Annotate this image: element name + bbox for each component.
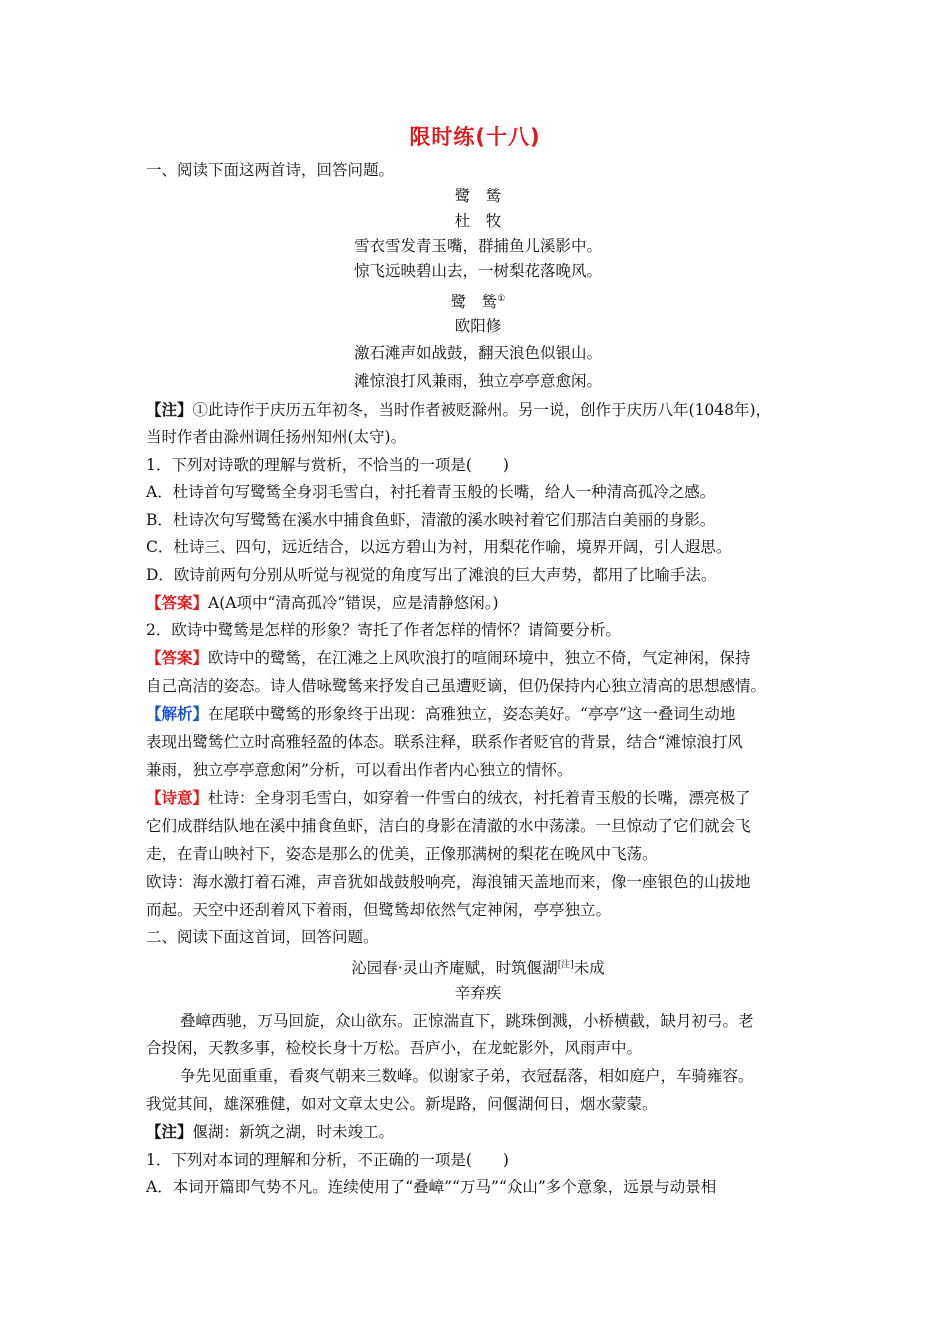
poem1-line-2: 惊飞远映碧山去，一树梨花落晚风。 bbox=[353, 262, 602, 280]
poem1-author: 杜 牧 bbox=[454, 212, 502, 230]
meaning-line-3: 走，在青山映衬下，姿态是那么的优美，正像那满树的梨花在晚风中飞荡。 bbox=[146, 845, 658, 863]
poem1-line-1: 雪衣雪发青玉嘴，群捕鱼儿溪影中。 bbox=[353, 237, 602, 255]
ci-para1-line-1: 叠嶂西驰，万马回旋，众山欲东。正惊湍直下，跳珠倒溅，小桥横截，缺月初弓。老 bbox=[180, 1012, 754, 1030]
q2-analysis-text-1: 在尾联中鹭鸶的形象终于出现：高雅独立，姿态美好。“亭亭”这一叠词生动地 bbox=[208, 705, 736, 723]
page-title: 限时练(十八) bbox=[409, 125, 541, 149]
note-line-2: 当时作者由滁州调任扬州知州(太守)。 bbox=[146, 428, 407, 446]
q2-analysis-line-3: 兼雨，独立亭亭意愈闲”分析，可以看出作者内心独立的情怀。 bbox=[146, 761, 573, 779]
q2-analysis-label: 【解析】 bbox=[146, 705, 209, 723]
poem1-title: 鹭 鸶 bbox=[454, 187, 502, 205]
q2-analysis-line-1 bbox=[146, 704, 810, 724]
q1-option-c: C．杜诗三、四句，远近结合，以远方碧山为衬，用梨花作喻，境界开阔，引人遐思。 bbox=[146, 538, 732, 556]
q2-answer-text-1: 欧诗中的鹭鸶，在江滩之上风吹浪打的喧闹环境中，独立不倚，气定神闲，保持 bbox=[208, 649, 751, 667]
poem2-line-2: 滩惊浪打风兼雨，独立亭亭意愈闲。 bbox=[353, 372, 602, 390]
ci-title-b: 未成 bbox=[573, 959, 605, 978]
note-line-1 bbox=[146, 400, 810, 420]
q1-answer-text: A(A项中“清高孤冷”错误，应是清静悠闲。) bbox=[208, 594, 499, 612]
q2-answer-line-1 bbox=[146, 648, 810, 668]
section2-heading: 二、阅读下面这首词，回答问题。 bbox=[146, 928, 379, 946]
note-label: 【注】 bbox=[146, 401, 193, 419]
q2-stem: 2．欧诗中鹭鸶是怎样的形象？寄托了作者怎样的情怀？请简要分析。 bbox=[146, 621, 621, 639]
poem2-title-note: ① bbox=[497, 294, 506, 304]
poem2-line-1: 激石滩声如战鼓，翻天浪色似银山。 bbox=[353, 344, 602, 362]
meaning-line-2: 它们成群结队地在溪中捕食鱼虾，洁白的身影在清澈的水中荡漾。一旦惊动了它们就会飞 bbox=[146, 817, 751, 835]
section2-q1-stem: 1．下列对本词的理解和分析，不正确的一项是( ) bbox=[146, 1151, 509, 1169]
q1-option-d: D．欧诗前两句分别从听觉与视觉的角度写出了滩浪的巨大声势，都用了比喻手法。 bbox=[146, 566, 717, 584]
q2-answer-line-2: 自己高洁的姿态。诗人借咏鹭鸶来抒发自己虽遭贬谪，但仍保持内心独立清高的思想感情。 bbox=[146, 677, 767, 695]
q1-answer-label: 【答案】 bbox=[146, 594, 209, 612]
ci-para2-line-1: 争先见面重重，看爽气朝来三数峰。似谢家子弟，衣冠磊落，相如庭户，车骑雍容。 bbox=[180, 1067, 754, 1085]
poem2-title: 鹭 鸶 bbox=[450, 293, 498, 312]
q2-analysis-line-2: 表现出鹭鸶伫立时高雅轻盈的体态。联系注释，联系作者贬官的背景，结合“滩惊浪打风 bbox=[146, 733, 743, 751]
q2-answer-label: 【答案】 bbox=[146, 649, 209, 667]
section2-q1-option-a: A．本词开篇即气势不凡。连续使用了“叠嶂”“万马”“众山”多个意象，远景与动景相 bbox=[146, 1178, 717, 1196]
poem2-author: 欧阳修 bbox=[454, 317, 502, 335]
section2-note-text: 偃湖：新筑之湖，时未竣工。 bbox=[192, 1123, 395, 1141]
poem2-title-row bbox=[146, 289, 810, 312]
ci-para2-line-2: 我觉其间，雄深雅健，如对文章太史公。新堤路，问偃湖何日，烟水蒙蒙。 bbox=[146, 1095, 658, 1113]
meaning-text-1: 杜诗：全身羽毛雪白，如穿着一件雪白的绒衣，衬托着青玉般的长嘴，漂亮极了 bbox=[208, 789, 751, 807]
q1-option-b: B．杜诗次句写鹭鸶在溪水中捕食鱼虾，清澈的溪水映衬着它们那洁白美丽的身影。 bbox=[146, 511, 716, 529]
section1-heading: 一、阅读下面这两首诗，回答问题。 bbox=[146, 161, 395, 179]
meaning-line-1 bbox=[146, 788, 810, 808]
q1-stem: 1．下列对诗歌的理解与赏析，不恰当的一项是( ) bbox=[146, 456, 509, 474]
q1-answer bbox=[146, 593, 810, 613]
ci-para1-line-2: 合投闲，天教多事，检校长身十万松。吾庐小，在龙蛇影外，风雨声中。 bbox=[146, 1039, 643, 1057]
q1-option-a: A．杜诗首句写鹭鸶全身羽毛雪白，衬托着青玉般的长嘴，给人一种清高孤冷之感。 bbox=[146, 483, 716, 501]
section2-note-label: 【注】 bbox=[146, 1123, 193, 1141]
ci-title bbox=[146, 955, 810, 978]
note-text-1: ①此诗作于庆历五年初冬，当时作者被贬滁州。另一说，创作于庆历八年(1048年)， bbox=[192, 401, 772, 419]
meaning-line-5: 而起。天空中还刮着风下着雨，但鹭鸶却依然气定神闲，亭亭独立。 bbox=[146, 901, 612, 919]
ci-title-note: [注] bbox=[557, 960, 574, 970]
meaning-line-4: 欧诗：海水激打着石滩，声音犹如战鼓般响亮，海浪铺天盖地而来，像一座银色的山拔地 bbox=[146, 873, 751, 891]
section2-note bbox=[146, 1122, 810, 1142]
ci-title-a: 沁园春·灵山齐庵赋，时筑偃湖 bbox=[351, 959, 558, 978]
ci-author: 辛弃疾 bbox=[454, 984, 502, 1002]
meaning-label: 【诗意】 bbox=[146, 789, 209, 807]
